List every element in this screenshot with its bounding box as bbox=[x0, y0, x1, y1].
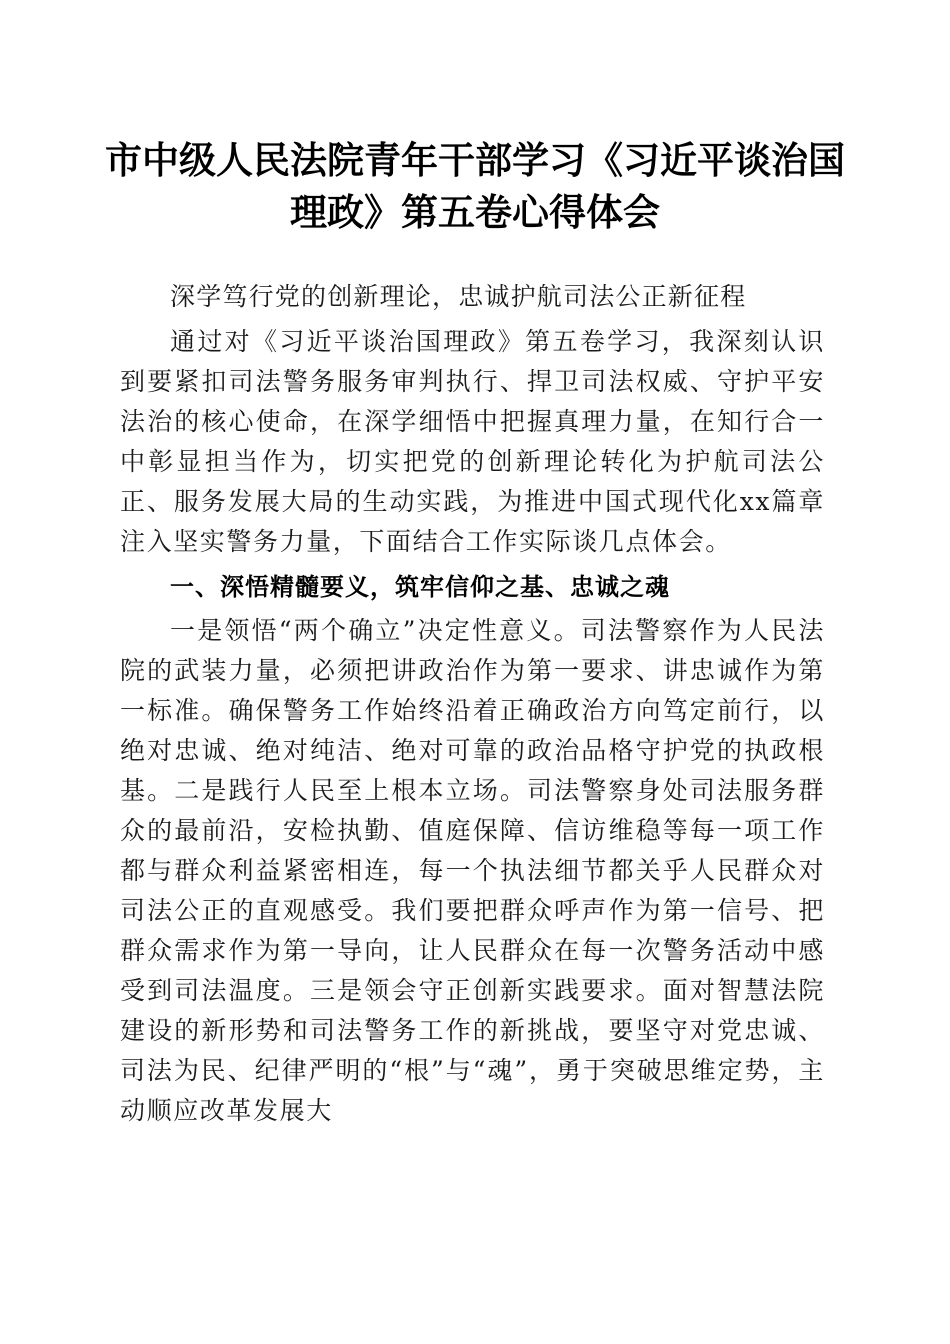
section-1-paragraph: 一是领悟“两个确立”决定性意义。司法警察作为人民法院的武装力量，必须把讲政治作为第一要求、讲忠诚作为第一标准。确保警务工作始终沿着正确政治方向笃定前行，以绝对忠诚、绝对纯洁、绝对可靠的政治品格守护党的执政根基。二是践行人民至上根本立场。司法警察身处司法服务群众的最前沿，安检执勤、值庭保障、信访维稳等每一项工作都与群众利益紧密相连，每一个执法细节都关乎人民群众对司法公正的直观感受。我们要把群众呼声作为第一信号、把群众需求作为第一导向，让人民群众在每一次警务活动中感受到司法温度。三是领会守正创新实践要求。面对智慧法院建设的新形势和司法警务工作的新挑战，要坚守对党忠诚、司法为民、纪律严明的“根”与“魂”，勇于突破思维定势，主动顺应改革发展大 bbox=[120, 616, 825, 1125]
section-heading-1: 一、深悟精髓要义，筑牢信仰之基、忠诚之魂 bbox=[170, 573, 670, 601]
document-subtitle: 深学笃行党的创新理论，忠诚护航司法公正新征程 bbox=[170, 282, 747, 311]
title-line-1: 市中级人民法院青年干部学习《习近平谈治国 bbox=[105, 138, 845, 182]
intro-paragraph: 通过对《习近平谈治国理政》第五卷学习，我深刻认识到要紧扣司法警务服务审判执行、捍卫司法权威、守护平安法治的核心使命，在深学细悟中把握真理力量，在知行合一中彰显担当作为，切实把党的创新理论转化为护航司法公正、服务发展大局的生动实践，为推进中国式现代化xx篇章注入坚实警务力量，下面结合工作实际谈几点体会。 bbox=[120, 327, 825, 556]
document-body bbox=[120, 277, 825, 1131]
title-line-2: 理政》第五卷心得体会 bbox=[290, 190, 660, 234]
document-title bbox=[100, 134, 850, 238]
